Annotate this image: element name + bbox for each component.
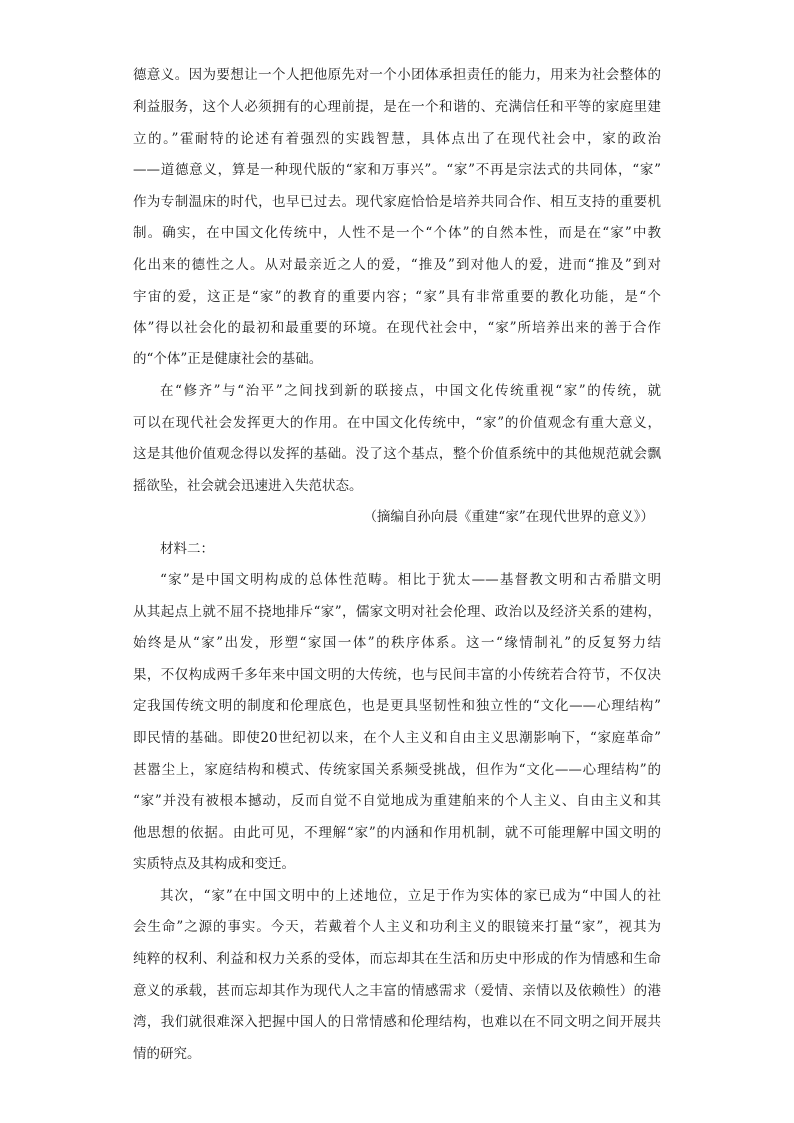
text-line: 宇宙的爱，这正是“家”的教育的重要内容；“家”具有非常重要的教化功能，是“个 [133,289,661,305]
text-line: 利益服务，这个人必须拥有的心理前提，是在一个和谐的、充满信任和平等的家庭里建 [133,99,661,115]
text-line: 始终是从“家”出发，形塑“家国一体”的秩序体系。这一“缘情制礼”的反复努力结 [133,635,661,651]
text-line: 的“个体”正是健康社会的基础。 [133,351,323,367]
text-line: ——道德意义，算是一种现代版的“家和万事兴”。“家”不再是宗法式的共同体，“家” [133,162,661,178]
text-line: 即民情的基础。即使20世纪初以来，在个人主义和自由主义思潮影响下，“家庭革命” [133,730,661,746]
text-line: 制。确实，在中国文化传统中，人性不是一个“个体”的自然本性，而是在“家”中教 [133,225,661,241]
text-line: 纯粹的权利、利益和权力关系的受体，而忘却其在生活和历史中形成的作为情感和生命 [133,951,661,967]
source-citation: （摘编自孙向晨《重建“家”在现代世界的意义》） [363,509,654,525]
text-line: 立的。”霍耐特的论述有着强烈的实践智慧，具体点出了在现代社会中，家的政治 [133,131,661,147]
text-line: 会生命”之源的事实。今天，若戴着个人主义和功利主义的眼镜来打量“家”，视其为 [133,919,661,935]
text-line: 在“修齐”与“治平”之间找到新的联接点，中国文化传统重视“家”的传统，就 [160,383,661,399]
text-line: 化出来的德性之人。从对最亲近之人的爱，“推及”到对他人的爱，进而“推及”到对 [133,257,661,273]
text-line: 可以在现代社会发挥更大的作用。在中国文化传统中，“家”的价值观念有重大意义， [133,415,661,431]
text-line: 情的研究。 [133,1046,201,1062]
text-line: 从其起点上就不屈不挠地排斥“家”，儒家文明对社会伦理、政治以及经济关系的建构， [133,604,661,620]
text-line: 这是其他价值观念得以发挥的基础。没了这个基点，整个价值系统中的其他规范就会飘 [133,446,661,462]
text-line: 实质特点及其构成和变迁。 [133,856,295,872]
text-line: “家”是中国文明构成的总体性范畴。相比于犹太——基督教文明和古希腊文明 [160,572,661,588]
text-line: 德意义。因为要想让一个人把他原先对一个小团体承担责任的能力，用来为社会整体的 [133,67,661,83]
text-line: 定我国传统文明的制度和伦理底色，也是更具坚韧性和独立性的“文化——心理结构” [133,698,661,714]
text-line: “家”并没有被根本撼动，反而自觉不自觉地成为重建舶来的个人主义、自由主义和其 [133,793,661,809]
text-line: 湾，我们就很难深入把握中国人的日常情感和伦理结构，也难以在不同文明之间开展共 [133,1014,661,1030]
section-heading: 材料二： [160,541,214,557]
text-line: 甚嚣尘上，家庭结构和模式、传统家国关系频受挑战，但作为“文化——心理结构”的 [133,762,661,778]
text-line: 摇欲坠，社会就会迅速进入失范状态。 [133,478,363,494]
text-line: 他思想的依据。由此可见，不理解“家”的内涵和作用机制，就不可能理解中国文明的 [133,825,661,841]
text-line: 体”得以社会化的最初和最重要的环境。在现代社会中，“家”所培养出来的善于合作 [133,320,661,336]
text-line: 其次，“家”在中国文明中的上述地位，立足于作为实体的家已成为“中国人的社 [160,888,661,904]
text-line: 作为专制温床的时代，也早已过去。现代家庭恰恰是培养共同合作、相互支持的重要机 [133,194,661,210]
text-line: 意义的承载，甚而忘却其作为现代人之丰富的情感需求（爱情、亲情以及依赖性）的港 [133,983,661,999]
text-line: 果，不仅构成两千多年来中国文明的大传统，也与民间丰富的小传统若合符节，不仅决 [133,667,661,683]
